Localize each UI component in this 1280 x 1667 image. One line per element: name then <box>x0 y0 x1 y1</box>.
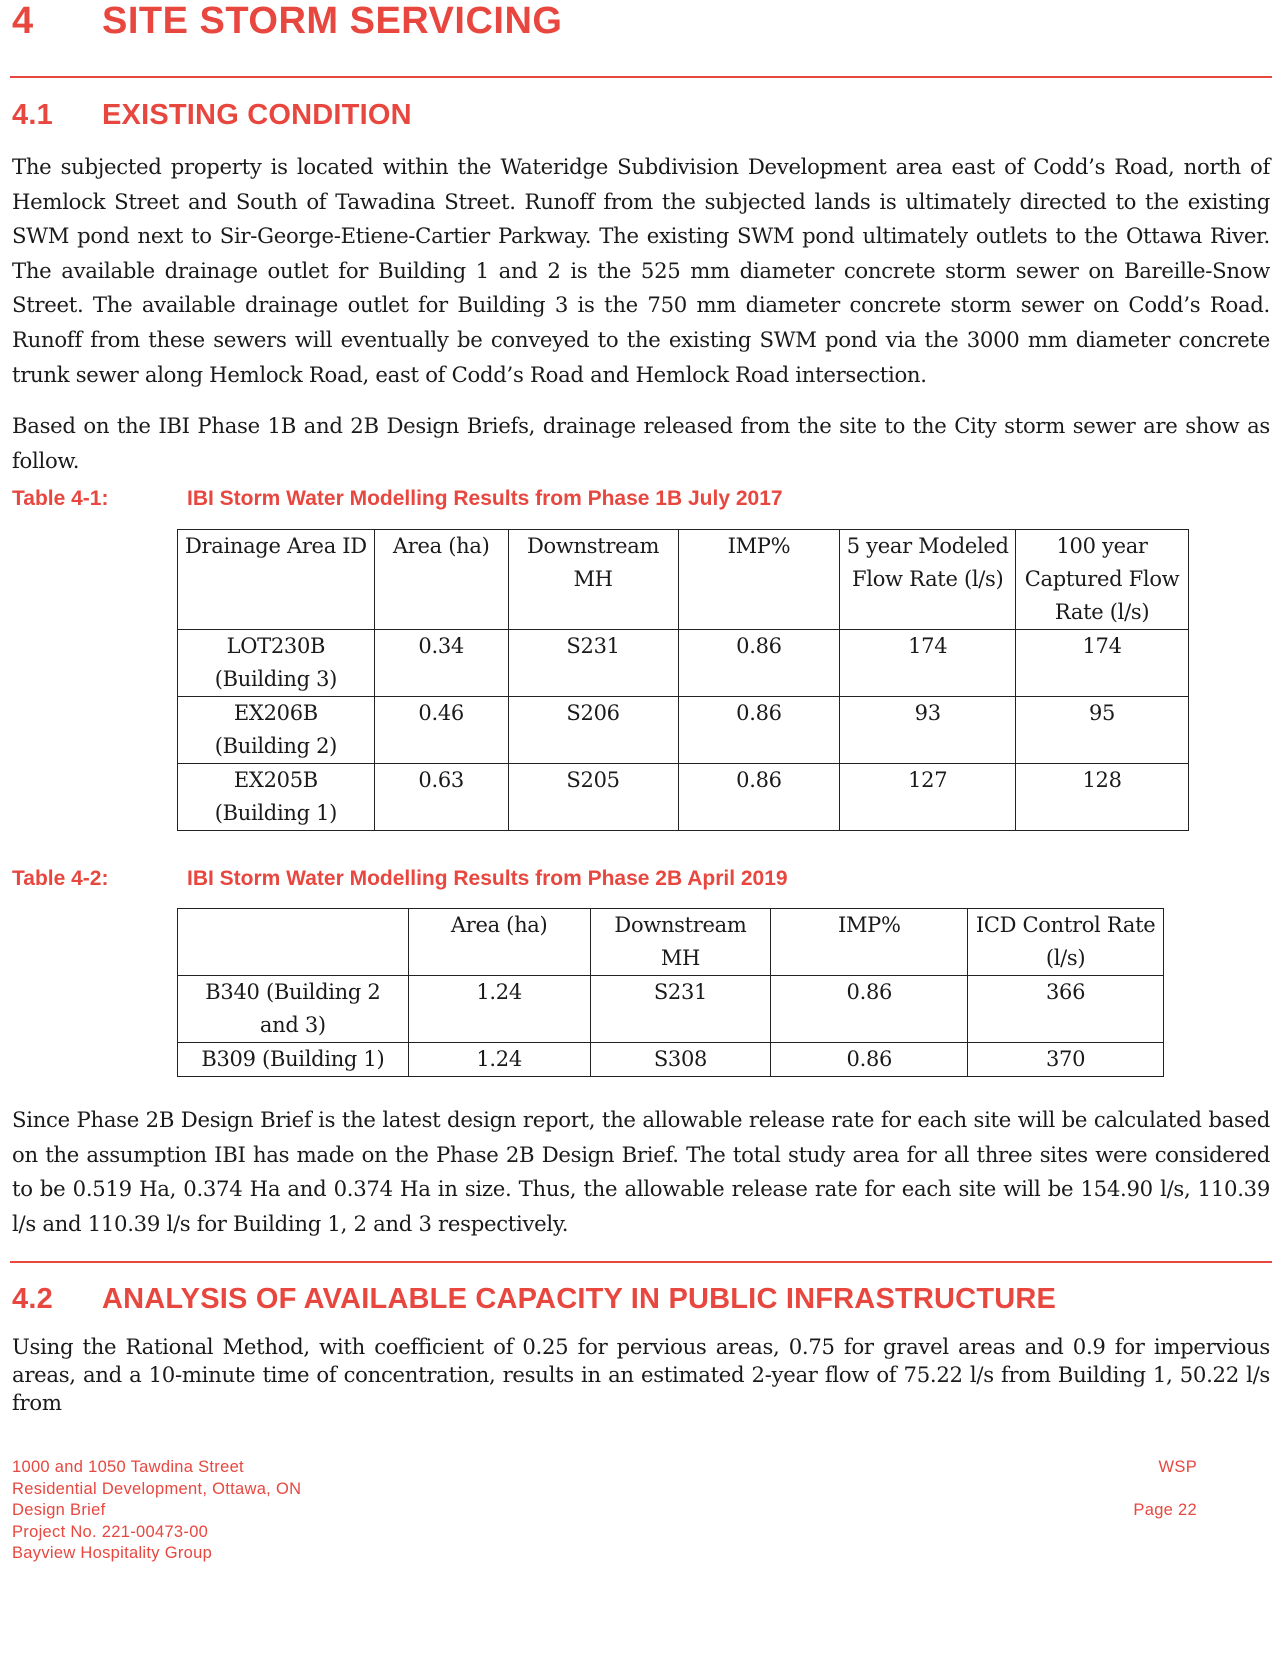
table-title: IBI Storm Water Modelling Results from Phase 1B July 2017 <box>187 487 783 510</box>
table-cell: 174 <box>1016 630 1189 697</box>
table-cell: 366 <box>968 976 1164 1043</box>
header-cell: IMP% <box>678 530 840 630</box>
table-cell: S205 <box>508 764 678 831</box>
table-cell: 1.24 <box>408 1043 590 1077</box>
table-cell: B340 (Building 2 and 3) <box>178 976 409 1043</box>
table-row <box>178 697 1189 764</box>
section-divider <box>10 76 1272 78</box>
table-cell: S231 <box>590 976 771 1043</box>
paragraph-allowable-release: Since Phase 2B Design Brief is the latest design report, the allowable release rate for each site will be calculated based on the assumption IBI has made on the Phase 2B Design Brief. The total study area for all three sites were considered to be 0.519 Ha, 0.374 Ha and 0.374 Ha in size. Thus, the allowable release rate for each site will be 154.90 l/s, 110.39 l/s and 110.39 l/s for Building 1, 2 and 3 respectively. <box>12 1107 1270 1236</box>
footer-address-line1: 1000 and 1050 Tawdina Street <box>12 1458 244 1476</box>
footer-right <box>1133 1457 1197 1522</box>
table-cell: 1.24 <box>408 976 590 1043</box>
header-cell: Downstream MH <box>590 909 771 976</box>
table-cell: 128 <box>1016 764 1189 831</box>
table-cell: B309 (Building 1) <box>178 1043 409 1077</box>
table-cell: 0.86 <box>771 1043 968 1077</box>
table-cell: 0.86 <box>678 630 840 697</box>
header-cell: Area (ha) <box>374 530 508 630</box>
table-cell: 0.86 <box>678 697 840 764</box>
footer-address-line2: Residential Development, Ottawa, ON <box>12 1479 302 1498</box>
table-cell: S231 <box>508 630 678 697</box>
table-cell: 370 <box>968 1043 1164 1077</box>
header-cell: Area (ha) <box>408 909 590 976</box>
table-row <box>178 1043 1164 1077</box>
table-cell: EX206B (Building 2) <box>178 697 375 764</box>
subsection-divider <box>10 1261 1272 1263</box>
table-cell: 93 <box>840 697 1016 764</box>
table-label: Table 4-1: <box>12 487 109 510</box>
table-cell: 127 <box>840 764 1016 831</box>
table-cell: 0.34 <box>374 630 508 697</box>
table-cell: 174 <box>840 630 1016 697</box>
header-cell: Downstream MH <box>508 530 678 630</box>
table-cell: LOT230B (Building 3) <box>178 630 375 697</box>
subsection-number: 4.1 <box>12 99 53 131</box>
footer-project-number: Project No. 221-00473-00 <box>12 1522 209 1541</box>
table-4-2 <box>177 908 1164 1077</box>
table-header-row <box>178 909 1164 976</box>
footer-left <box>12 1457 301 1565</box>
section-heading <box>12 0 562 43</box>
header-cell: ICD Control Rate (l/s) <box>968 909 1164 976</box>
table-header-row <box>178 530 1189 630</box>
header-cell: 5 year Modeled Flow Rate (l/s) <box>840 530 1016 630</box>
footer-spacer <box>1133 1479 1197 1501</box>
subsection-title: EXISTING CONDITION <box>102 99 412 131</box>
footer-brand: WSP <box>1158 1458 1197 1476</box>
subsection-heading-4-1 <box>12 99 412 132</box>
subsection-number: 4.2 <box>12 1283 53 1315</box>
subsection-heading-4-2 <box>12 1283 1056 1316</box>
footer-client: Bayview Hospitality Group <box>12 1544 213 1562</box>
section-number: 4 <box>12 0 34 42</box>
table-cell: 0.63 <box>374 764 508 831</box>
table-row <box>178 976 1164 1043</box>
header-cell: IMP% <box>771 909 968 976</box>
footer-doc-type: Design Brief <box>12 1501 106 1519</box>
table-row <box>178 764 1189 831</box>
paragraph-rational-method: Using the Rational Method, with coefficient of 0.25 for pervious areas, 0.75 for gravel areas and 0.9 for impervious areas, and a 10-minute time of concentration, results in an estimated 2-year flow of 75.22 l/s from Building 1, 50.22 l/s from <box>12 1334 1270 1415</box>
subsection-title: ANALYSIS OF AVAILABLE CAPACITY IN PUBLIC INFRASTRUCTURE <box>102 1283 1057 1315</box>
section-title: SITE STORM SERVICING <box>102 0 563 42</box>
table-cell: S206 <box>508 697 678 764</box>
table-row <box>178 630 1189 697</box>
table-cell: 95 <box>1016 697 1189 764</box>
table-cell: EX205B (Building 1) <box>178 764 375 831</box>
table-4-2-caption <box>12 867 788 891</box>
table-label: Table 4-2: <box>12 867 109 890</box>
footer-page-number: Page 22 <box>1133 1501 1197 1519</box>
table-cell: 0.86 <box>678 764 840 831</box>
paragraph-design-briefs: Based on the IBI Phase 1B and 2B Design Briefs, drainage released from the site to the City storm sewer are show as follow. <box>12 413 1270 473</box>
paragraph-existing-condition: The subjected property is located within the Wateridge Subdivision Development area east of Codd’s Road, north of Hemlock Street and South of Tawadina Street. Runoff from the subjected lands is ultimately directed to the existing SWM pond next to Sir-George-Etiene-Cartier Parkway. The existing SWM pond ultimately outlets to the Ottawa River. The available drainage outlet for Building 1 and 2 is the 525 mm diameter concrete storm sewer on Bareille-Snow Street. The available drainage outlet for Building 3 is the 750 mm diameter concrete storm sewer on Codd’s Road. Runoff from these sewers will eventually be conveyed to the existing SWM pond via the 3000 mm diameter concrete trunk sewer along Hemlock Road, east of Codd’s Road and Hemlock Road intersection. <box>12 154 1270 387</box>
table-title: IBI Storm Water Modelling Results from Phase 2B April 2019 <box>187 867 788 890</box>
table-cell: S308 <box>590 1043 771 1077</box>
table-cell: 0.86 <box>771 976 968 1043</box>
header-cell <box>178 909 409 976</box>
table-cell: 0.46 <box>374 697 508 764</box>
table-4-1 <box>177 529 1189 831</box>
header-cell: 100 year Captured Flow Rate (l/s) <box>1016 530 1189 630</box>
header-cell: Drainage Area ID <box>178 530 375 630</box>
table-4-1-caption <box>12 487 783 511</box>
